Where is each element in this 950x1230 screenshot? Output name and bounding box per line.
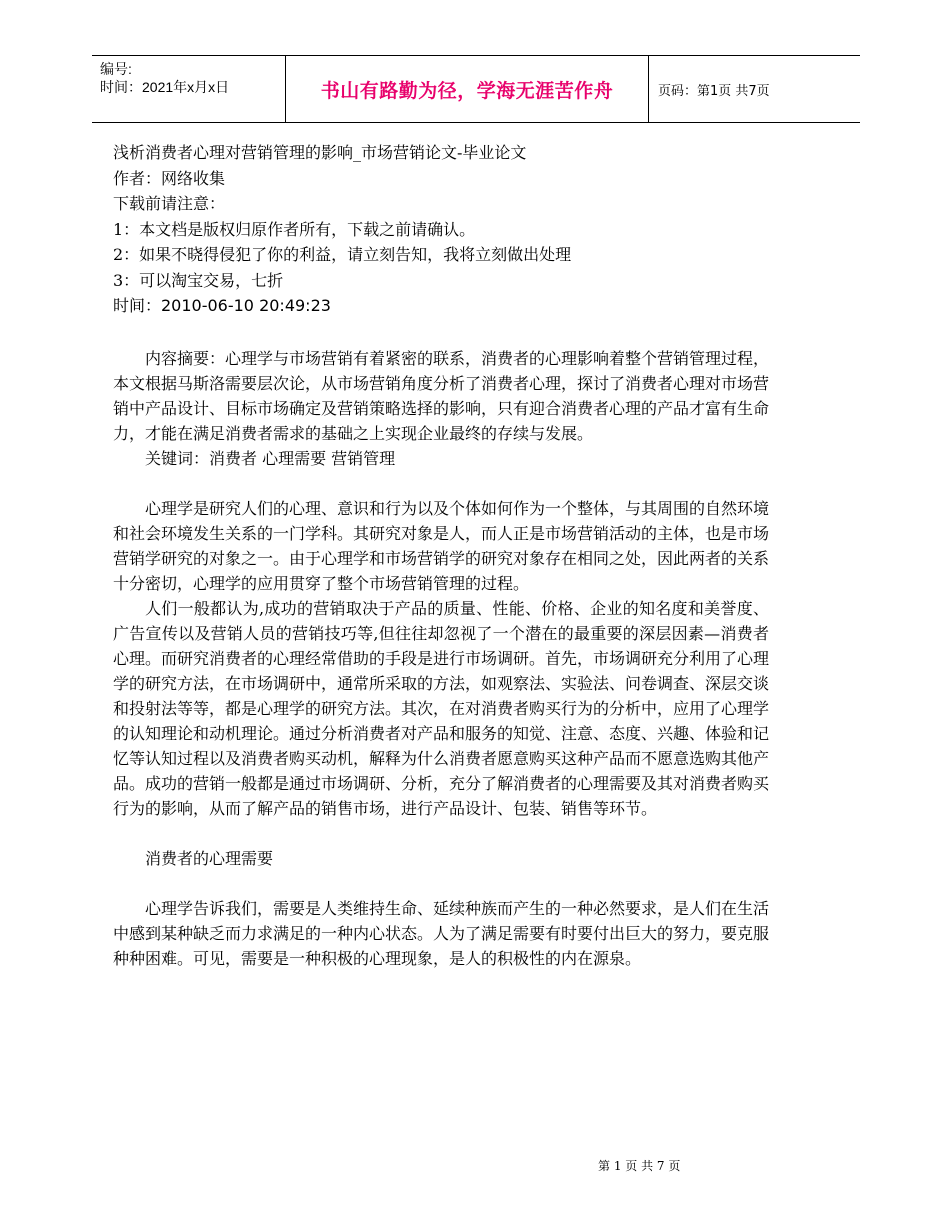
header-motto: 书山有路勤为径，学海无涯苦作舟 [320,79,614,102]
document-title: 浅析消费者心理对营销管理的影响_市场营销论文-毕业论文 [113,143,527,162]
abstract-paragraph: 内容摘要：心理学与市场营销有着紧密的联系，消费者的心理影响着整个营销管理过程，本文根据马斯洛需要层次论，从市场营销角度分析了消费者心理，探讨了消费者心理对市场营销中产品设计、目标市场确定及营销策略选择的影响，只有迎合消费者心理的产品才富有生命力，才能在满足消费者需求的基础之上实现企业最终的存续与发展。 [113,348,770,443]
body-paragraph-3: 心理学告诉我们，需要是人类维持生命、延续种族而产生的一种必然要求，是人们在生活中感到某种缺乏而力求满足的一种内心状态。人为了满足需要有时要付出巨大的努力，要克服种种困难。可见，需要是一种积极的心理现象，是人的积极性的内在源泉。 [113,898,770,968]
header-motto-cell [285,56,649,122]
section-heading: 消费者的心理需要 [145,848,274,868]
notice-item-1: 1：本文档是版权归原作者所有，下载之前请确认。 [113,219,476,239]
body-paragraph-1: 心理学是研究人们的心理、意识和行为以及个体如何作为一个整体，与其周围的自然环境和社会环境发生关系的一门学科。其研究对象是人，而人正是市场营销活动的主体，也是市场营销学研究的对象之一。由于心理学和市场营销学的研究对象存在相同之处，因此两者的关系十分密切，心理学的应用贯穿了整个市场营销管理的过程。 [113,498,770,593]
page-header [92,55,860,123]
body-paragraph-2: 人们一般都认为,成功的营销取决于产品的质量、性能、价格、企业的知名度和美誉度、广告宣传以及营销人员的营销技巧等,但往往却忽视了一个潜在的最重要的深层因素—消费者心理。而研究消费者的心理经常借助的手段是进行市场调研。首先，市场调研充分利用了心理学的研究方法，在市场调研中，通常所采取的方法，如观察法、实验法、问卷调查、深层交谈和投射法等等，都是心理学的研究方法。其次，在对消费者购买行为的分析中，应用了心理学的认知理论和动机理论。通过分析消费者对产品和服务的知觉、注意、态度、兴趣、体验和记忆等认知过程以及消费者购买动机，解释为什么消费者愿意购买这种产品而不愿意选购其他产品。成功的营销一般都是通过市场调研、分析，充分了解消费者的心理需要及其对消费者购买行为的影响，从而了解产品的销售市场，进行产品设计、包装、销售等环节。 [113,598,770,818]
notice-item-3: 3：可以淘宝交易，七折 [113,270,284,290]
document-author: 作者：网络收集 [113,168,226,188]
doc-time-label: 时间：2021年x月x日 [100,79,230,95]
notice-item-2: 2：如果不晓得侵犯了你的利益，请立刻告知，我将立刻做出处理 [113,245,572,264]
document-datetime: 时间：2010-06-10 20:49:23 [113,296,331,315]
keywords-line: 关键词：消费者 心理需要 营销管理 [145,448,396,468]
header-meta [92,56,285,122]
header-page-info: 页码：第1页 共7页 [658,83,770,99]
notice-heading: 下载前请注意： [113,194,226,213]
page-footer: 第 1 页 共 7 页 [598,1159,681,1173]
document-body [113,140,769,971]
doc-number-label: 编号: [100,61,132,77]
header-page-cell [648,56,860,122]
